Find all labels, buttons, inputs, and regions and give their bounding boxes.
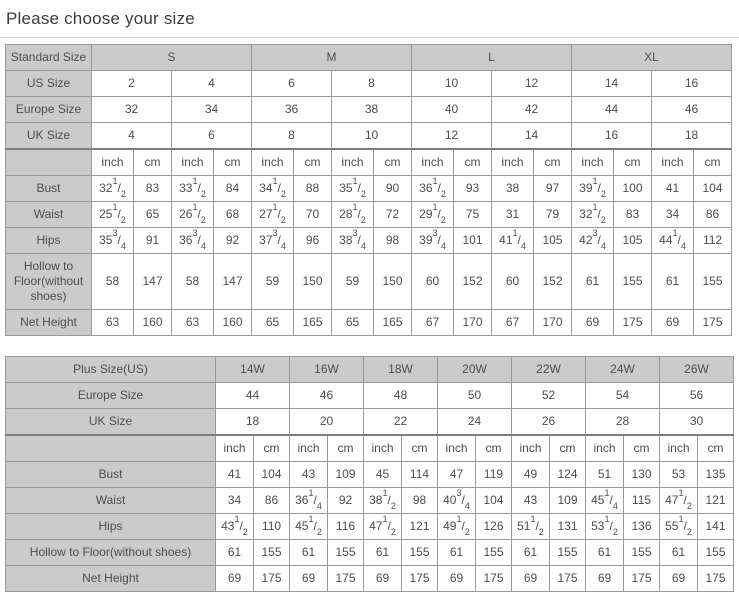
measure-value-cell: $43^1/_2$ [216, 514, 254, 540]
size-group-header: 18W [364, 357, 438, 383]
measure-value-cell: 61 [660, 540, 698, 566]
plus-size-table [5, 356, 734, 592]
size-value-cell: 16 [572, 123, 652, 150]
size-value-cell: 48 [364, 383, 438, 409]
size-value-cell: 34 [172, 97, 252, 123]
unit-header-cell: cm [534, 149, 572, 176]
measure-value-cell: $37^3/_4$ [252, 228, 294, 254]
measure-value-cell: 65 [332, 310, 374, 336]
measure-value-cell: 109 [328, 462, 364, 488]
measure-value-cell: $36^1/_4$ [290, 488, 328, 514]
row-label: UK Size [6, 409, 216, 436]
measure-value-cell: 88 [294, 176, 332, 202]
unit-header-cell: inch [364, 435, 402, 462]
measure-value-cell: 165 [374, 310, 412, 336]
measure-value-cell: 61 [438, 540, 476, 566]
measure-value-cell: 83 [614, 202, 652, 228]
row-label: US Size [6, 71, 92, 97]
measure-value-cell: 104 [694, 176, 732, 202]
measure-value-cell: 61 [512, 540, 550, 566]
table-header-label: Plus Size(US) [6, 357, 216, 383]
measure-value-cell: 67 [412, 310, 454, 336]
measure-value-cell: $35^3/_4$ [92, 228, 134, 254]
measure-value-cell: 147 [134, 254, 172, 310]
measure-value-cell: 155 [694, 254, 732, 310]
size-value-cell: 4 [172, 71, 252, 97]
measure-value-cell: 155 [476, 540, 512, 566]
unit-header-cell: inch [412, 149, 454, 176]
measure-value-cell: 155 [550, 540, 586, 566]
table-header-label: Standard Size [6, 45, 92, 71]
measure-value-cell: $29^1/_2$ [412, 202, 454, 228]
measure-value-cell: 170 [534, 310, 572, 336]
measure-value-cell: 92 [328, 488, 364, 514]
measure-value-cell: 63 [92, 310, 134, 336]
size-value-cell: 16 [652, 71, 732, 97]
size-value-cell: 14 [492, 123, 572, 150]
size-group-header: L [412, 45, 572, 71]
measure-value-cell: 60 [412, 254, 454, 310]
measure-value-cell: $39^3/_4$ [412, 228, 454, 254]
unit-header-cell: cm [134, 149, 172, 176]
measure-value-cell: 98 [374, 228, 412, 254]
measure-value-cell: 86 [694, 202, 732, 228]
size-value-cell: 24 [438, 409, 512, 436]
size-group-header: 16W [290, 357, 364, 383]
size-value-cell: 56 [660, 383, 734, 409]
unit-header-cell: inch [290, 435, 328, 462]
measure-value-cell: 100 [614, 176, 652, 202]
row-label: Hollow to Floor(without shoes) [6, 254, 92, 310]
row-label: Net Height [6, 310, 92, 336]
row-label: Hollow to Floor(without shoes) [6, 540, 216, 566]
table-gap [0, 336, 739, 356]
unit-header-cell: cm [698, 435, 734, 462]
unit-header-cell: cm [214, 149, 252, 176]
unit-header-cell: cm [614, 149, 652, 176]
measure-value-cell: 69 [216, 566, 254, 592]
measure-value-cell: 84 [214, 176, 252, 202]
size-value-cell: 8 [332, 71, 412, 97]
row-label: Europe Size [6, 383, 216, 409]
size-value-cell: 12 [412, 123, 492, 150]
measure-value-cell: $45^1/_4$ [586, 488, 624, 514]
measure-value-cell: 72 [374, 202, 412, 228]
measure-value-cell: 68 [214, 202, 252, 228]
size-value-cell: 4 [92, 123, 172, 150]
unit-header-cell: inch [332, 149, 374, 176]
unit-header-cell: inch [438, 435, 476, 462]
measure-value-cell: 141 [698, 514, 734, 540]
measure-value-cell: 155 [328, 540, 364, 566]
measure-value-cell: 155 [624, 540, 660, 566]
measure-value-cell: 83 [134, 176, 172, 202]
measure-value-cell: 34 [216, 488, 254, 514]
measure-value-cell: 152 [454, 254, 492, 310]
size-value-cell: 10 [412, 71, 492, 97]
measure-value-cell: 97 [534, 176, 572, 202]
measure-value-cell: 34 [652, 202, 694, 228]
measure-value-cell: 61 [572, 254, 614, 310]
size-value-cell: 30 [660, 409, 734, 436]
measure-value-cell: $44^1/_4$ [652, 228, 694, 254]
unit-header-cell: cm [294, 149, 332, 176]
measure-value-cell: 115 [624, 488, 660, 514]
size-group-header: M [252, 45, 412, 71]
unit-row-label [6, 149, 92, 176]
unit-header-cell: cm [254, 435, 290, 462]
measure-value-cell: $53^1/_2$ [586, 514, 624, 540]
measure-value-cell: 53 [660, 462, 698, 488]
measure-value-cell: $45^1/_2$ [290, 514, 328, 540]
measure-value-cell: $27^1/_2$ [252, 202, 294, 228]
measure-value-cell: 136 [624, 514, 660, 540]
measure-value-cell: 155 [254, 540, 290, 566]
measure-value-cell: 58 [172, 254, 214, 310]
row-label: Net Height [6, 566, 216, 592]
measure-value-cell: 130 [624, 462, 660, 488]
measure-value-cell: 121 [402, 514, 438, 540]
unit-header-cell: inch [586, 435, 624, 462]
measure-value-cell: 63 [172, 310, 214, 336]
measure-value-cell: 67 [492, 310, 534, 336]
unit-header-cell: inch [92, 149, 134, 176]
unit-header-cell: cm [328, 435, 364, 462]
row-label: Europe Size [6, 97, 92, 123]
measure-value-cell: $55^1/_2$ [660, 514, 698, 540]
measure-value-cell: 109 [550, 488, 586, 514]
measure-value-cell: 65 [134, 202, 172, 228]
unit-header-cell: cm [454, 149, 492, 176]
size-value-cell: 52 [512, 383, 586, 409]
measure-value-cell: 93 [454, 176, 492, 202]
size-value-cell: 46 [290, 383, 364, 409]
size-value-cell: 18 [652, 123, 732, 150]
unit-header-cell: cm [624, 435, 660, 462]
measure-value-cell: $26^1/_2$ [172, 202, 214, 228]
measure-value-cell: 175 [550, 566, 586, 592]
measure-value-cell: 160 [214, 310, 252, 336]
size-value-cell: 6 [252, 71, 332, 97]
unit-header-cell: inch [252, 149, 294, 176]
measure-value-cell: 112 [694, 228, 732, 254]
measure-value-cell: 69 [586, 566, 624, 592]
measure-value-cell: 41 [652, 176, 694, 202]
size-group-header: 14W [216, 357, 290, 383]
measure-value-cell: 70 [294, 202, 332, 228]
measure-value-cell: 41 [216, 462, 254, 488]
measure-value-cell: 175 [402, 566, 438, 592]
measure-value-cell: 69 [660, 566, 698, 592]
measure-value-cell: 98 [402, 488, 438, 514]
size-value-cell: 28 [586, 409, 660, 436]
size-value-cell: 50 [438, 383, 512, 409]
measure-value-cell: 155 [402, 540, 438, 566]
measure-value-cell: 175 [614, 310, 652, 336]
measure-value-cell: 58 [92, 254, 134, 310]
measure-value-cell: 175 [694, 310, 732, 336]
measure-value-cell: 124 [550, 462, 586, 488]
title-divider [0, 37, 739, 38]
measure-value-cell: $38^3/_4$ [332, 228, 374, 254]
measure-value-cell: 119 [476, 462, 512, 488]
measure-value-cell: 69 [512, 566, 550, 592]
row-label: Bust [6, 176, 92, 202]
measure-value-cell: 131 [550, 514, 586, 540]
measure-value-cell: 116 [328, 514, 364, 540]
measure-value-cell: 175 [328, 566, 364, 592]
measure-value-cell: 175 [254, 566, 290, 592]
unit-header-cell: inch [492, 149, 534, 176]
size-group-header: 26W [660, 357, 734, 383]
measure-value-cell: $47^1/_2$ [660, 488, 698, 514]
measure-value-cell: 152 [534, 254, 572, 310]
unit-header-cell: inch [512, 435, 550, 462]
row-label: Waist [6, 488, 216, 514]
unit-header-cell: inch [652, 149, 694, 176]
size-group-header: 20W [438, 357, 512, 383]
unit-header-cell: cm [374, 149, 412, 176]
measure-value-cell: 104 [476, 488, 512, 514]
unit-header-cell: inch [660, 435, 698, 462]
measure-value-cell: 43 [512, 488, 550, 514]
row-label: Waist [6, 202, 92, 228]
measure-value-cell: 92 [214, 228, 252, 254]
measure-value-cell: $42^3/_4$ [572, 228, 614, 254]
measure-value-cell: 110 [254, 514, 290, 540]
size-value-cell: 20 [290, 409, 364, 436]
measure-value-cell: $33^1/_2$ [172, 176, 214, 202]
measure-value-cell: 90 [374, 176, 412, 202]
measure-value-cell: $49^1/_2$ [438, 514, 476, 540]
size-value-cell: 40 [412, 97, 492, 123]
measure-value-cell: 45 [364, 462, 402, 488]
size-value-cell: 10 [332, 123, 412, 150]
size-value-cell: 42 [492, 97, 572, 123]
measure-value-cell: 155 [698, 540, 734, 566]
measure-value-cell: 59 [332, 254, 374, 310]
measure-value-cell: 160 [134, 310, 172, 336]
measure-value-cell: 79 [534, 202, 572, 228]
measure-value-cell: $34^1/_2$ [252, 176, 294, 202]
size-value-cell: 44 [572, 97, 652, 123]
measure-value-cell: 91 [134, 228, 172, 254]
measure-value-cell: 105 [614, 228, 652, 254]
measure-value-cell: 61 [364, 540, 402, 566]
measure-value-cell: 175 [476, 566, 512, 592]
size-group-header: S [92, 45, 252, 71]
page-title: Please choose your size [6, 9, 195, 28]
measure-value-cell: $40^3/_4$ [438, 488, 476, 514]
measure-value-cell: 61 [652, 254, 694, 310]
measure-value-cell: $38^1/_2$ [364, 488, 402, 514]
measure-value-cell: 49 [512, 462, 550, 488]
measure-value-cell: 101 [454, 228, 492, 254]
standard-size-table [5, 44, 732, 336]
measure-value-cell: 114 [402, 462, 438, 488]
size-group-header: 22W [512, 357, 586, 383]
measure-value-cell: 86 [254, 488, 290, 514]
measure-value-cell: 155 [614, 254, 652, 310]
measure-value-cell: 38 [492, 176, 534, 202]
unit-header-cell: inch [216, 435, 254, 462]
measure-value-cell: 135 [698, 462, 734, 488]
measure-value-cell: 104 [254, 462, 290, 488]
unit-header-cell: inch [572, 149, 614, 176]
size-value-cell: 8 [252, 123, 332, 150]
size-value-cell: 46 [652, 97, 732, 123]
measure-value-cell: 69 [290, 566, 328, 592]
measure-value-cell: 69 [652, 310, 694, 336]
measure-value-cell: 47 [438, 462, 476, 488]
measure-value-cell: 150 [294, 254, 332, 310]
measure-value-cell: 121 [698, 488, 734, 514]
row-label: Bust [6, 462, 216, 488]
size-value-cell: 26 [512, 409, 586, 436]
measure-value-cell: 69 [572, 310, 614, 336]
measure-value-cell: $35^1/_2$ [332, 176, 374, 202]
measure-value-cell: 61 [586, 540, 624, 566]
measure-value-cell: $32^1/_2$ [572, 202, 614, 228]
measure-value-cell: 126 [476, 514, 512, 540]
size-value-cell: 22 [364, 409, 438, 436]
measure-value-cell: 51 [586, 462, 624, 488]
size-value-cell: 54 [586, 383, 660, 409]
measure-value-cell: 61 [290, 540, 328, 566]
size-value-cell: 44 [216, 383, 290, 409]
measure-value-cell: $25^1/_2$ [92, 202, 134, 228]
size-value-cell: 18 [216, 409, 290, 436]
size-group-header: XL [572, 45, 732, 71]
measure-value-cell: 105 [534, 228, 572, 254]
row-label: Hips [6, 514, 216, 540]
size-value-cell: 14 [572, 71, 652, 97]
row-label: Hips [6, 228, 92, 254]
measure-value-cell: 175 [698, 566, 734, 592]
measure-value-cell: 150 [374, 254, 412, 310]
row-label: UK Size [6, 123, 92, 150]
measure-value-cell: 59 [252, 254, 294, 310]
measure-value-cell: 31 [492, 202, 534, 228]
measure-value-cell: 147 [214, 254, 252, 310]
measure-value-cell: $32^1/_2$ [92, 176, 134, 202]
measure-value-cell: 96 [294, 228, 332, 254]
size-value-cell: 2 [92, 71, 172, 97]
size-value-cell: 12 [492, 71, 572, 97]
unit-header-cell: cm [550, 435, 586, 462]
measure-value-cell: 75 [454, 202, 492, 228]
measure-value-cell: $36^1/_2$ [412, 176, 454, 202]
measure-value-cell: $41^1/_4$ [492, 228, 534, 254]
measure-value-cell: 170 [454, 310, 492, 336]
unit-header-cell: cm [476, 435, 512, 462]
size-value-cell: 38 [332, 97, 412, 123]
unit-row-label [6, 435, 216, 462]
size-value-cell: 6 [172, 123, 252, 150]
measure-value-cell: 65 [252, 310, 294, 336]
unit-header-cell: cm [694, 149, 732, 176]
size-value-cell: 32 [92, 97, 172, 123]
measure-value-cell: $39^1/_2$ [572, 176, 614, 202]
unit-header-cell: inch [172, 149, 214, 176]
measure-value-cell: $28^1/_2$ [332, 202, 374, 228]
size-value-cell: 36 [252, 97, 332, 123]
measure-value-cell: 69 [438, 566, 476, 592]
unit-header-cell: cm [402, 435, 438, 462]
measure-value-cell: $47^1/_2$ [364, 514, 402, 540]
measure-value-cell: 165 [294, 310, 332, 336]
measure-value-cell: $51^1/_2$ [512, 514, 550, 540]
measure-value-cell: 175 [624, 566, 660, 592]
measure-value-cell: $36^3/_4$ [172, 228, 214, 254]
measure-value-cell: 69 [364, 566, 402, 592]
measure-value-cell: 60 [492, 254, 534, 310]
measure-value-cell: 43 [290, 462, 328, 488]
measure-value-cell: 61 [216, 540, 254, 566]
size-group-header: 24W [586, 357, 660, 383]
